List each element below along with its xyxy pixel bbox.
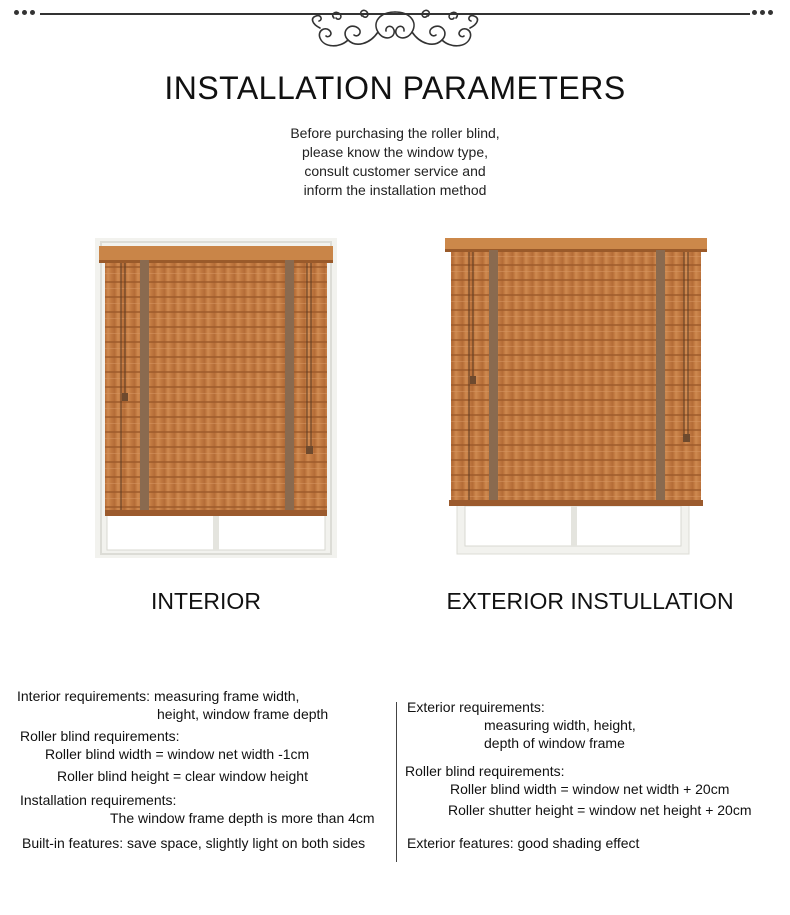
interior-req-line: Built-in features: save space, slightly light on both sides xyxy=(22,835,366,851)
intro-line: consult customer service and xyxy=(304,163,486,179)
exterior-req-line: Roller blind width = window net width + 20cm xyxy=(450,781,730,797)
interior-label: INTERIOR xyxy=(151,588,261,614)
interior-blind-image xyxy=(95,238,337,558)
exterior-label: EXTERIOR INSTULLATION xyxy=(446,588,734,614)
intro-line: inform the installation method xyxy=(303,182,487,198)
header-dots-left xyxy=(14,10,38,15)
interior-req-line: Interior requirements: measuring frame width, xyxy=(17,688,300,704)
interior-req-line: Roller blind height = clear window height xyxy=(57,768,308,784)
exterior-req-line: Exterior features: good shading effect xyxy=(407,835,640,851)
exterior-blind-image xyxy=(443,236,709,558)
interior-req-line: Roller blind requirements: xyxy=(20,728,180,744)
scroll-ornament-icon xyxy=(300,8,490,54)
interior-req-line: Installation requirements: xyxy=(20,792,177,808)
exterior-req-line: Roller shutter height = window net height + 20cm xyxy=(448,802,752,818)
exterior-req-line: measuring width, height, xyxy=(484,717,636,733)
exterior-req-line: Exterior requirements: xyxy=(407,699,545,715)
exterior-req-line: Roller blind requirements: xyxy=(405,763,565,779)
intro-line: Before purchasing the roller blind, xyxy=(290,125,500,141)
interior-req-line: height, window frame depth xyxy=(157,706,329,722)
intro-text xyxy=(0,124,790,200)
header-dots-right xyxy=(752,10,776,15)
interior-req-line: Roller blind width = window net width -1cm xyxy=(45,746,310,762)
page-title: INSTALLATION PARAMETERS xyxy=(164,70,626,106)
column-divider xyxy=(396,702,397,862)
interior-req-line: The window frame depth is more than 4cm xyxy=(110,810,375,826)
intro-line: please know the window type, xyxy=(302,144,488,160)
exterior-req-line: depth of window frame xyxy=(484,735,625,751)
